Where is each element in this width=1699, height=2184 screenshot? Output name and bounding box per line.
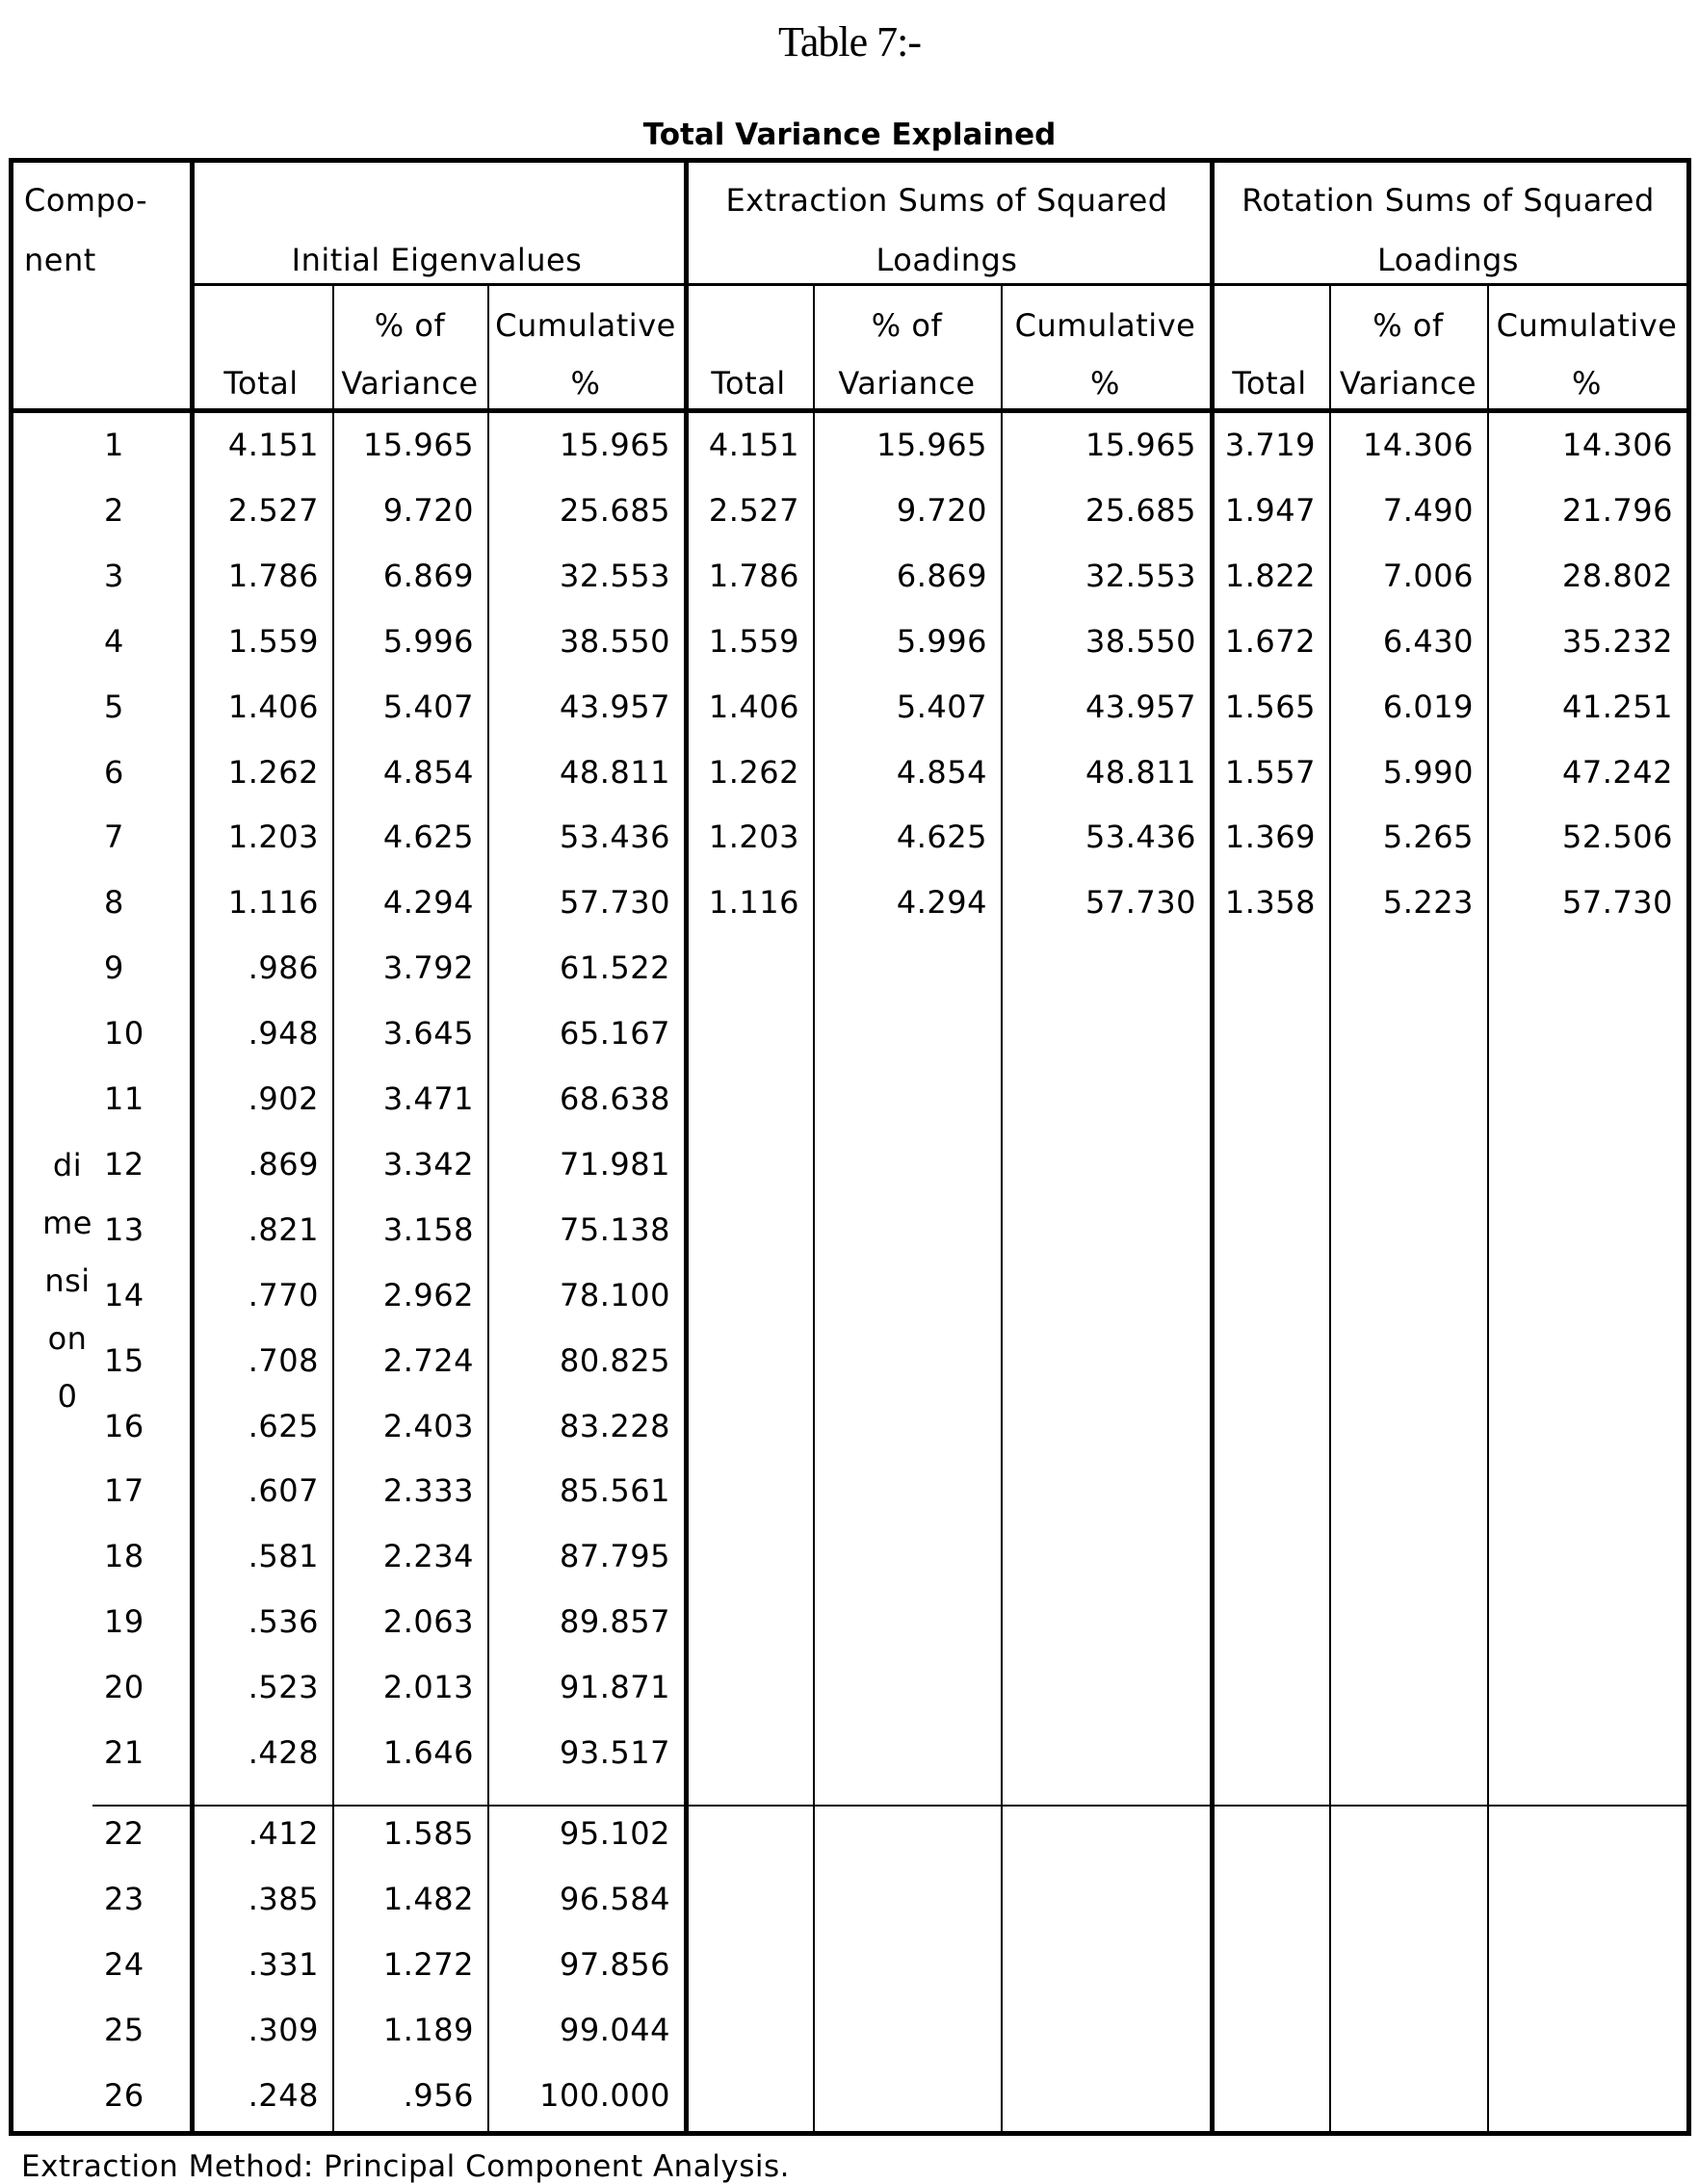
initial-value: 1.786 bbox=[227, 557, 319, 594]
component-number: 10 bbox=[104, 1015, 144, 1053]
rotation-value: 41.251 bbox=[1562, 688, 1673, 725]
extraction-value: 4.625 bbox=[896, 819, 987, 856]
rotation-value: 7.006 bbox=[1382, 557, 1474, 594]
initial-value: 1.406 bbox=[227, 688, 319, 725]
group-header: Loadings bbox=[876, 242, 1018, 278]
extraction-value: 1.559 bbox=[708, 622, 799, 660]
initial-value: 85.561 bbox=[560, 1472, 670, 1510]
initial-value: 2.333 bbox=[382, 1472, 474, 1510]
column-subheader: % bbox=[1572, 365, 1602, 402]
initial-value: 5.996 bbox=[382, 622, 474, 660]
table-border-bottom bbox=[9, 2131, 1689, 2136]
component-number: 4 bbox=[104, 622, 124, 660]
column-subheader: Cumulative bbox=[1014, 307, 1196, 344]
component-number: 11 bbox=[104, 1080, 144, 1117]
initial-value: 4.151 bbox=[227, 427, 319, 463]
component-number: 6 bbox=[104, 753, 124, 791]
column-subheader: % bbox=[570, 365, 601, 402]
extraction-value: 32.553 bbox=[1085, 557, 1196, 594]
initial-value: .536 bbox=[248, 1603, 319, 1641]
extraction-value: 1.406 bbox=[708, 688, 799, 725]
extraction-value: 4.151 bbox=[708, 427, 799, 463]
initial-value: .821 bbox=[248, 1210, 319, 1248]
page-heading: Table 7:- bbox=[778, 18, 921, 65]
initial-value: .625 bbox=[248, 1407, 319, 1444]
extraction-value: 1.786 bbox=[708, 557, 799, 594]
initial-value: .956 bbox=[403, 2076, 474, 2114]
initial-value: 96.584 bbox=[560, 1880, 670, 1917]
initial-value: .428 bbox=[248, 1734, 319, 1771]
rotation-value: 1.557 bbox=[1224, 753, 1316, 791]
rotation-value: 14.306 bbox=[1562, 427, 1673, 463]
rotation-value: 6.019 bbox=[1382, 688, 1474, 725]
component-number: 13 bbox=[104, 1210, 144, 1248]
initial-value: 65.167 bbox=[560, 1015, 670, 1053]
extraction-value: 9.720 bbox=[896, 491, 987, 529]
initial-value: 97.856 bbox=[560, 1945, 670, 1983]
initial-value: .523 bbox=[248, 1669, 319, 1706]
initial-value: 3.792 bbox=[382, 949, 474, 987]
column-subheader: Cumulative bbox=[1496, 307, 1678, 344]
component-number: 2 bbox=[104, 491, 124, 529]
initial-value: 3.342 bbox=[382, 1145, 474, 1183]
section-rule bbox=[92, 1805, 1686, 1807]
initial-value: 61.522 bbox=[560, 949, 670, 987]
initial-value: 100.000 bbox=[539, 2076, 670, 2114]
initial-value: 91.871 bbox=[560, 1669, 670, 1706]
rotation-value: 35.232 bbox=[1562, 622, 1673, 660]
extraction-value: 57.730 bbox=[1085, 884, 1196, 922]
column-subheader: Cumulative bbox=[495, 307, 676, 344]
column-subheader: Variance bbox=[838, 365, 976, 402]
component-number: 22 bbox=[104, 1814, 144, 1852]
initial-value: 1.585 bbox=[382, 1814, 474, 1852]
initial-value: .902 bbox=[248, 1080, 319, 1117]
initial-value: 53.436 bbox=[560, 819, 670, 856]
rotation-value: 1.672 bbox=[1224, 622, 1316, 660]
group-rule bbox=[190, 283, 1686, 286]
rotation-value: 1.369 bbox=[1224, 819, 1316, 856]
component-header: Compo- bbox=[24, 182, 148, 219]
initial-value: 78.100 bbox=[560, 1276, 670, 1313]
initial-value: 95.102 bbox=[560, 1814, 670, 1852]
column-subheader: Total bbox=[1232, 365, 1307, 402]
initial-value: .581 bbox=[248, 1538, 319, 1575]
component-number: 18 bbox=[104, 1538, 144, 1575]
extraction-value: 1.203 bbox=[708, 819, 799, 856]
header-rule bbox=[9, 408, 1689, 413]
rotation-value: 47.242 bbox=[1562, 753, 1673, 791]
initial-value: 48.811 bbox=[560, 753, 670, 791]
dimension-label: nsi bbox=[44, 1262, 91, 1299]
initial-value: .869 bbox=[248, 1145, 319, 1183]
initial-value: 38.550 bbox=[560, 622, 670, 660]
rotation-value: 6.430 bbox=[1382, 622, 1474, 660]
group-header: Loadings bbox=[1377, 242, 1519, 278]
initial-value: .607 bbox=[248, 1472, 319, 1510]
initial-value: .708 bbox=[248, 1341, 319, 1379]
component-number: 3 bbox=[104, 557, 124, 594]
initial-value: 4.294 bbox=[382, 884, 474, 922]
initial-value: .385 bbox=[248, 1880, 319, 1917]
initial-value: 9.720 bbox=[382, 491, 474, 529]
component-number: 23 bbox=[104, 1880, 144, 1917]
initial-value: .948 bbox=[248, 1015, 319, 1053]
column-subheader: Variance bbox=[341, 365, 479, 402]
component-header: nent bbox=[24, 242, 96, 278]
initial-value: .309 bbox=[248, 2011, 319, 2048]
table-title: Total Variance Explained bbox=[642, 117, 1057, 152]
extraction-value: 5.996 bbox=[896, 622, 987, 660]
rotation-value: 5.265 bbox=[1382, 819, 1474, 856]
rotation-value: 7.490 bbox=[1382, 491, 1474, 529]
extraction-value: 25.685 bbox=[1085, 491, 1196, 529]
rotation-value: 52.506 bbox=[1562, 819, 1673, 856]
dimension-label: di bbox=[52, 1147, 83, 1183]
initial-value: 4.625 bbox=[382, 819, 474, 856]
component-number: 7 bbox=[104, 819, 124, 856]
initial-value: 2.013 bbox=[382, 1669, 474, 1706]
initial-value: 89.857 bbox=[560, 1603, 670, 1641]
rotation-value: 1.947 bbox=[1224, 491, 1316, 529]
initial-value: 2.403 bbox=[382, 1407, 474, 1444]
initial-value: 15.965 bbox=[363, 427, 474, 463]
component-number: 5 bbox=[104, 688, 124, 725]
initial-value: .331 bbox=[248, 1945, 319, 1983]
component-number: 12 bbox=[104, 1145, 144, 1183]
column-subheader: Variance bbox=[1339, 365, 1477, 402]
component-number: 15 bbox=[104, 1341, 144, 1379]
extraction-value: 38.550 bbox=[1085, 622, 1196, 660]
initial-value: .986 bbox=[248, 949, 319, 987]
column-subheader: % of bbox=[871, 307, 943, 344]
initial-value: 93.517 bbox=[560, 1734, 670, 1771]
extraction-value: 53.436 bbox=[1085, 819, 1196, 856]
initial-value: .770 bbox=[248, 1276, 319, 1313]
rotation-value: 21.796 bbox=[1562, 491, 1673, 529]
extraction-value: 4.294 bbox=[896, 884, 987, 922]
dimension-label: me bbox=[42, 1205, 92, 1241]
initial-value: 68.638 bbox=[560, 1080, 670, 1117]
initial-value: 71.981 bbox=[560, 1145, 670, 1183]
component-number: 9 bbox=[104, 949, 124, 987]
initial-value: 3.645 bbox=[382, 1015, 474, 1053]
extraction-value: 1.262 bbox=[708, 753, 799, 791]
component-number: 26 bbox=[104, 2076, 144, 2114]
component-number: 24 bbox=[104, 1945, 144, 1983]
initial-value: 1.262 bbox=[227, 753, 319, 791]
extraction-value: 48.811 bbox=[1085, 753, 1196, 791]
initial-value: 2.724 bbox=[382, 1341, 474, 1379]
component-number: 25 bbox=[104, 2011, 144, 2048]
column-subheader: Total bbox=[711, 365, 786, 402]
rotation-value: 14.306 bbox=[1363, 427, 1474, 463]
initial-value: 3.158 bbox=[382, 1210, 474, 1248]
component-number: 19 bbox=[104, 1603, 144, 1641]
rotation-value: 3.719 bbox=[1224, 427, 1316, 463]
initial-value: 32.553 bbox=[560, 557, 670, 594]
initial-value: 15.965 bbox=[560, 427, 670, 463]
group-header: Extraction Sums of Squared bbox=[725, 182, 1168, 219]
component-number: 21 bbox=[104, 1734, 144, 1771]
dimension-label: 0 bbox=[57, 1378, 78, 1415]
initial-value: 5.407 bbox=[382, 688, 474, 725]
component-number: 17 bbox=[104, 1472, 144, 1510]
initial-value: 25.685 bbox=[560, 491, 670, 529]
component-number: 1 bbox=[104, 427, 124, 463]
initial-value: 2.527 bbox=[227, 491, 319, 529]
component-number: 8 bbox=[104, 884, 124, 922]
column-subheader: % of bbox=[374, 307, 446, 344]
initial-value: 4.854 bbox=[382, 753, 474, 791]
initial-value: 1.272 bbox=[382, 1945, 474, 1983]
initial-value: 80.825 bbox=[560, 1341, 670, 1379]
extraction-value: 43.957 bbox=[1085, 688, 1196, 725]
column-subheader: Total bbox=[223, 365, 299, 402]
rotation-value: 5.990 bbox=[1382, 753, 1474, 791]
table-border-top bbox=[9, 158, 1689, 163]
dimension-label: on bbox=[47, 1320, 88, 1357]
initial-value: 57.730 bbox=[560, 884, 670, 922]
extraction-value: 15.965 bbox=[1085, 427, 1196, 463]
rotation-value: 57.730 bbox=[1562, 884, 1673, 922]
rotation-value: 28.802 bbox=[1562, 557, 1673, 594]
initial-value: .248 bbox=[248, 2076, 319, 2114]
extraction-value: 2.527 bbox=[708, 491, 799, 529]
initial-value: 2.063 bbox=[382, 1603, 474, 1641]
initial-value: 1.189 bbox=[382, 2011, 474, 2048]
initial-value: 1.646 bbox=[382, 1734, 474, 1771]
initial-value: 99.044 bbox=[560, 2011, 670, 2048]
group-header: Initial Eigenvalues bbox=[291, 242, 583, 278]
initial-value: 1.482 bbox=[382, 1880, 474, 1917]
initial-value: .412 bbox=[248, 1814, 319, 1852]
extraction-value: 1.116 bbox=[708, 884, 799, 922]
initial-value: 1.203 bbox=[227, 819, 319, 856]
component-number: 20 bbox=[104, 1669, 144, 1706]
rotation-value: 1.565 bbox=[1224, 688, 1316, 725]
initial-value: 43.957 bbox=[560, 688, 670, 725]
component-number: 14 bbox=[104, 1276, 144, 1313]
initial-value: 2.234 bbox=[382, 1538, 474, 1575]
extraction-value: 4.854 bbox=[896, 753, 987, 791]
extraction-value: 5.407 bbox=[896, 688, 987, 725]
initial-value: 83.228 bbox=[560, 1407, 670, 1444]
rotation-value: 1.358 bbox=[1224, 884, 1316, 922]
initial-value: 75.138 bbox=[560, 1210, 670, 1248]
column-subheader: % of bbox=[1372, 307, 1444, 344]
initial-value: 3.471 bbox=[382, 1080, 474, 1117]
table-footnote: Extraction Method: Principal Component Analysis. bbox=[21, 2149, 791, 2184]
initial-value: 1.559 bbox=[227, 622, 319, 660]
initial-value: 1.116 bbox=[227, 884, 319, 922]
initial-value: 2.962 bbox=[382, 1276, 474, 1313]
column-subheader: % bbox=[1090, 365, 1120, 402]
rotation-value: 1.822 bbox=[1224, 557, 1316, 594]
group-header: Rotation Sums of Squared bbox=[1242, 182, 1655, 219]
extraction-value: 6.869 bbox=[896, 557, 987, 594]
initial-value: 87.795 bbox=[560, 1538, 670, 1575]
table-border-left bbox=[9, 158, 13, 2136]
extraction-value: 15.965 bbox=[876, 427, 987, 463]
table-border-right bbox=[1686, 158, 1691, 2136]
initial-value: 6.869 bbox=[382, 557, 474, 594]
component-number: 16 bbox=[104, 1407, 144, 1444]
rotation-value: 5.223 bbox=[1382, 884, 1474, 922]
